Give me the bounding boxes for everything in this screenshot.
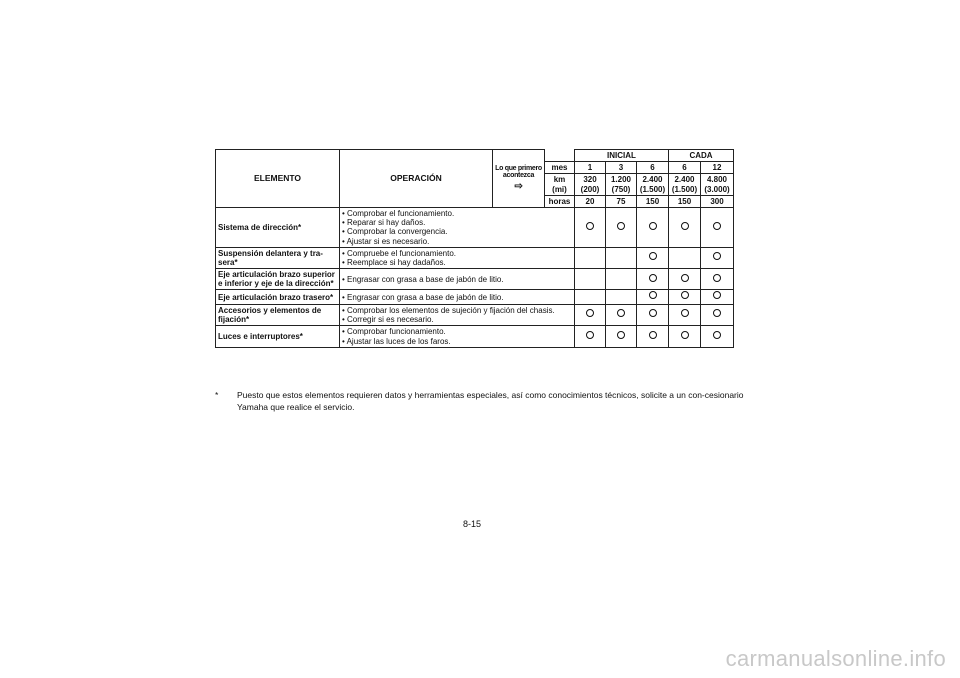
item-element: Accesorios y elementos de fijación* [216, 304, 340, 325]
interval-mark-cell [669, 207, 701, 247]
interval-value: 12 [701, 162, 734, 174]
interval-mark-cell [606, 326, 637, 347]
interval-value: 20 [575, 195, 606, 207]
interval-unit: km (mi) [545, 174, 575, 195]
interval-mark-cell [701, 290, 734, 305]
circle-mark-icon [586, 222, 594, 230]
interval-mark-cell [606, 290, 637, 305]
operation-line: • Reparar si hay daños. [342, 218, 572, 227]
circle-mark-icon [681, 291, 689, 299]
operation-line: • Engrasar con grasa a base de jabón de litio. [342, 293, 572, 302]
circle-mark-icon [681, 331, 689, 339]
item-operations [340, 326, 575, 347]
interval-mark-cell [575, 304, 606, 325]
footnote-star: * [215, 390, 219, 400]
interval-value: 320 (200) [575, 174, 606, 195]
interval-unit: horas [545, 195, 575, 207]
item-element: Sistema de dirección* [216, 207, 340, 247]
table-row [216, 326, 734, 347]
page-number: 8-15 [463, 519, 482, 529]
item-operations [340, 207, 575, 247]
interval-mark-cell [701, 326, 734, 347]
interval-value: 4.800 (3.000) [701, 174, 734, 195]
circle-mark-icon [681, 309, 689, 317]
circle-mark-icon [713, 274, 721, 282]
circle-mark-icon [649, 331, 657, 339]
interval-mark-cell [575, 290, 606, 305]
table-row [216, 207, 734, 247]
interval-value: 2.400 (1.500) [669, 174, 701, 195]
interval-mark-cell [701, 247, 734, 268]
interval-mark-cell [637, 304, 669, 325]
header-every: CADA [669, 150, 734, 162]
circle-mark-icon [713, 222, 721, 230]
table-row [216, 304, 734, 325]
item-element: Suspensión delantera y tra-sera* [216, 247, 340, 268]
interval-mark-cell [637, 326, 669, 347]
interval-value: 150 [669, 195, 701, 207]
item-operations [340, 269, 575, 290]
circle-mark-icon [586, 331, 594, 339]
item-operations [340, 304, 575, 325]
interval-mark-cell [669, 247, 701, 268]
interval-value: 1.200 (750) [606, 174, 637, 195]
circle-mark-icon [617, 309, 625, 317]
interval-mark-cell [669, 290, 701, 305]
interval-mark-cell [637, 269, 669, 290]
operation-line: • Engrasar con grasa a base de jabón de litio. [342, 275, 572, 284]
first-occurs-line1: Lo que primero [495, 164, 542, 172]
interval-value: 6 [637, 162, 669, 174]
interval-mark-cell [701, 304, 734, 325]
circle-mark-icon [713, 252, 721, 260]
header-operation: OPERACIÓN [340, 150, 493, 208]
footnote [215, 390, 745, 414]
operation-line: • Comprobar el funcionamiento. [342, 209, 572, 218]
first-occurs-line2: acontezca [502, 172, 535, 180]
footnote-text: Puesto que estos elementos requieren datos y herramientas especiales, así como conocimientos técnicos, solicite a un con-cesionario Yamaha que realice el servicio. [237, 390, 744, 412]
interval-value: 75 [606, 195, 637, 207]
arrow-right-icon: ⇨ [514, 181, 523, 193]
interval-mark-cell [669, 269, 701, 290]
item-element: Luces e interruptores* [216, 326, 340, 347]
circle-mark-icon [649, 222, 657, 230]
interval-mark-cell [701, 207, 734, 247]
item-element: Eje articulación brazo trasero* [216, 290, 340, 305]
circle-mark-icon [649, 252, 657, 260]
operation-line: • Comprobar funcionamiento. [342, 327, 572, 336]
interval-mark-cell [575, 326, 606, 347]
interval-value: 6 [669, 162, 701, 174]
header-element: ELEMENTO [216, 150, 340, 208]
operation-line: • Comprobar los elementos de sujeción y fijación del chasis. [342, 306, 572, 315]
operation-line: • Ajustar las luces de los faros. [342, 337, 572, 346]
table-row [216, 290, 734, 305]
circle-mark-icon [617, 331, 625, 339]
operation-line: • Comprobar la convergencia. [342, 227, 572, 236]
circle-mark-icon [617, 222, 625, 230]
interval-mark-cell [575, 269, 606, 290]
interval-mark-cell [669, 304, 701, 325]
circle-mark-icon [649, 291, 657, 299]
interval-mark-cell [701, 269, 734, 290]
circle-mark-icon [681, 274, 689, 282]
interval-mark-cell [606, 247, 637, 268]
interval-value: 300 [701, 195, 734, 207]
interval-mark-cell [575, 247, 606, 268]
operation-line: • Compruebe el funcionamiento. [342, 249, 572, 258]
interval-mark-cell [637, 290, 669, 305]
interval-mark-cell [637, 207, 669, 247]
circle-mark-icon [713, 331, 721, 339]
watermark: carmanualsonline.info [725, 646, 946, 671]
circle-mark-icon [649, 309, 657, 317]
interval-mark-cell [606, 304, 637, 325]
interval-value: 2.400 (1.500) [637, 174, 669, 195]
circle-mark-icon [586, 309, 594, 317]
header-first-occurs [493, 150, 545, 208]
table-row [216, 247, 734, 268]
interval-value: 1 [575, 162, 606, 174]
item-operations [340, 290, 575, 305]
circle-mark-icon [649, 274, 657, 282]
operation-line: • Ajustar si es necesario. [342, 237, 572, 246]
interval-mark-cell [575, 207, 606, 247]
interval-unit: mes [545, 162, 575, 174]
circle-mark-icon [681, 222, 689, 230]
interval-value: 150 [637, 195, 669, 207]
circle-mark-icon [713, 291, 721, 299]
circle-mark-icon [713, 309, 721, 317]
item-operations [340, 247, 575, 268]
header-initial: INICIAL [575, 150, 669, 162]
item-element: Eje articulación brazo superior e inferior y eje de la dirección* [216, 269, 340, 290]
interval-mark-cell [606, 269, 637, 290]
table-row [216, 269, 734, 290]
interval-value: 3 [606, 162, 637, 174]
interval-mark-cell [606, 207, 637, 247]
interval-mark-cell [669, 326, 701, 347]
operation-line: • Reemplace si hay dadaños. [342, 258, 572, 267]
operation-line: • Corregir si es necesario. [342, 315, 572, 324]
maintenance-table [215, 149, 734, 348]
interval-mark-cell [637, 247, 669, 268]
